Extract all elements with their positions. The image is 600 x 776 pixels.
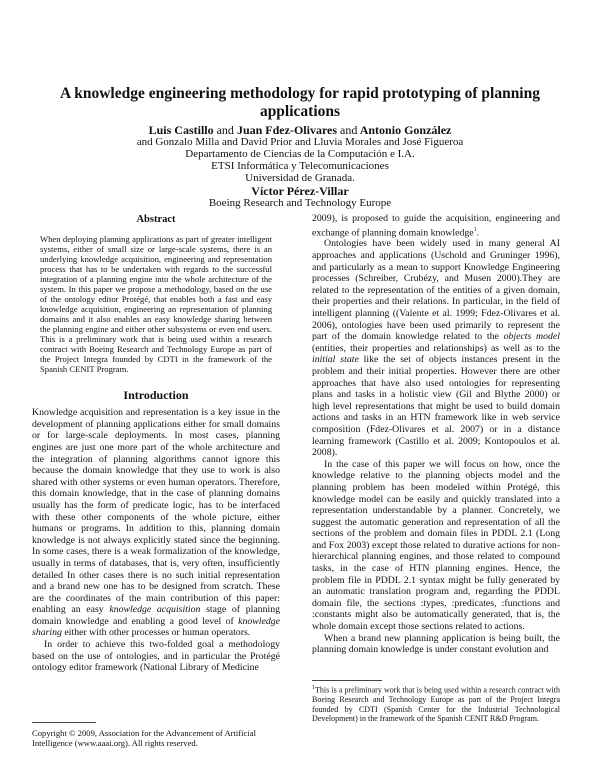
intro-paragraph-2: In order to achieve this two-folded goal a methodology based on the use of ontologies, and in particular the Protégé ontology editor framework (National Library of Medicine	[32, 639, 280, 674]
introduction-heading: Introduction	[123, 387, 189, 402]
author-name: Víctor Pérez-Villar	[251, 184, 349, 198]
author-name: Juan Fdez-Olivares	[236, 123, 338, 137]
intro-paragraph-1: Knowledge acquisition and representation is a key issue in the development of planning applications either for small domains or for large-scale deployments. In most cases, planning engines are just one more part of the whole architecture and the integration of planning algorithms cannot ignore this because the domain knowledge that they use to work is also shared with other systems or even human operators. Therefore, this domain knowledge, that in the case of planning domains usually has the form of predicate logic, has to be interfaced with these other components of the whole picture, either humans or programs. In addition to this, planning domain knowledge is not always explicitly stated since the beginning. In some cases, there is a weak formalization of the knowledge, usually in terms of databases, that is, very often, insufficiently detailed In other cases there is no such initial representation and a brand new one has to be designed from scratch. These are the coordinates of the main contribution of this paper: enabling an easy knowledge acquisition stage of planning domain knowledge and enabling a good level of knowledge sharing either with other processes or human operators.	[32, 407, 280, 639]
author-name: Antonio González	[359, 123, 452, 137]
author-block	[40, 124, 560, 184]
copyright-notice: Copyright © 2009, Association for the Advancement of Artificial Intelligence (www.aaai.org). All rights reserved.	[32, 728, 256, 748]
second-affiliation-block	[40, 185, 560, 209]
and-conjunction: and	[340, 123, 358, 137]
right-paragraph-4: When a brand new planning application is being built, the planning domain knowledge is under constant evolution and	[312, 632, 560, 656]
author-name: Luis Castillo	[148, 123, 214, 137]
main-authors	[40, 124, 560, 136]
and-conjunction: and	[216, 123, 234, 137]
footnote-mark: 1	[312, 685, 315, 691]
affiliation: Boeing Research and Technology Europe	[208, 197, 392, 209]
secondary-authors: and Gonzalo Milla and David Prior and Lluvia Morales and José Figueroa	[136, 136, 464, 148]
abstract-heading: Abstract	[136, 214, 176, 225]
abstract-text: When deploying planning applications as part of greater intelligent systems, either of small size or large-scale systems, there is an underlying knowledge acquisition, engineering and representation process that has to be undertaken with regards to the successful integration of a planning engine into the whole architecture of the system. In this paper we propose a methodology, based on the use of the ontology editor Protégé, that enables both a fast and easy knowledge acquisition, engineering an representation of planning domains and it also enables an easy knowledge sharing between the planning engine and either other subsystems or even end users. This is a preliminary work that is being used within a research contract with Boeing Research and Technology Europe as part of the Project Integra founded by CDTI in the framework of the Spanish CENIT Program.	[40, 233, 272, 374]
right-paragraph-1: 2009), is proposed to guide the acquisition, engineering and exchange of planning domain knowledge$^1$.	[312, 213, 560, 238]
footnote-rule	[312, 680, 382, 681]
footnote	[312, 684, 560, 724]
department: Departamento de Ciencias de la Computación e I.A.	[185, 148, 415, 160]
right-paragraph-2: Ontologies have been widely used in many general AI approaches and applications (Uschold and Gruninger 1996), and particularly as a mean to support Knowledge Engineering processes (Schreiber, Crubézy, and Musen 2000).They are related to the representation of the entities of a given domain, their properties and their relations. In particular, in the field of intelligent planning ((Valente et al. 1999; Fdez-Olivares et al. 2006), ontologies have been used primarily to represent the part of the domain knowledge related to the objects model (entities, their properties and relationships) as well as to the initial state like the set of objects instances present in the problem and their initial properties. However there are other approaches that have also used ontologies for representing plans and tasks in a holistic view (Gil and Blythe 2000) or high level representations that might be used to build domain actions and tasks in an HTN framework like in web service composition (Fdez-Olivares et al. 2007) or in a distance learning framework (Castillo et al. 2009; Kontopoulos et al. 2008).	[312, 238, 560, 459]
footnote-text: This is a preliminary work that is being used within a research contract with Boeing Research and Technology Europe as part of the Project Integra founded by CDTI (Spanish Center for the Industrial Technological Development) in the framework of the Spanish CENIT R&D Program.	[312, 685, 560, 724]
right-paragraph-3: In the case of this paper we will focus on how, once the knowledge relative to the planning objects model and the planning problem has been modeled within Protégé, this knowledge model can be easily and quickly translated into a representation understandable by a planner. Concretely, we suggest the automatic generation and representation of all the sections of the problem and domain files in PDDL 2.1 (Long and Fox 2003) except those related to durative actions for non-hierarchical planning engines, and those related to compound tasks, in the case of HTN planning engines. Hence, the problem file in PDDL 2.1 syntax might be fully generated by an automatic translation program and, regarding the PDDL domain file, the sections :types, :predicates, :functions and :constants might also be automatically generated, that is, the whole domain except those sections related to actions.	[312, 458, 560, 633]
right-column	[312, 213, 560, 656]
footnote-marker: 1	[473, 226, 477, 233]
paper-title: A knowledge engineering methodology for rapid prototyping of planning applications	[60, 85, 540, 120]
copyright-rule	[32, 722, 96, 723]
school: ETSI Informática y Telecomunicaciones	[211, 160, 389, 172]
university: Universidad de Granada.	[245, 172, 355, 184]
left-column	[32, 214, 280, 674]
